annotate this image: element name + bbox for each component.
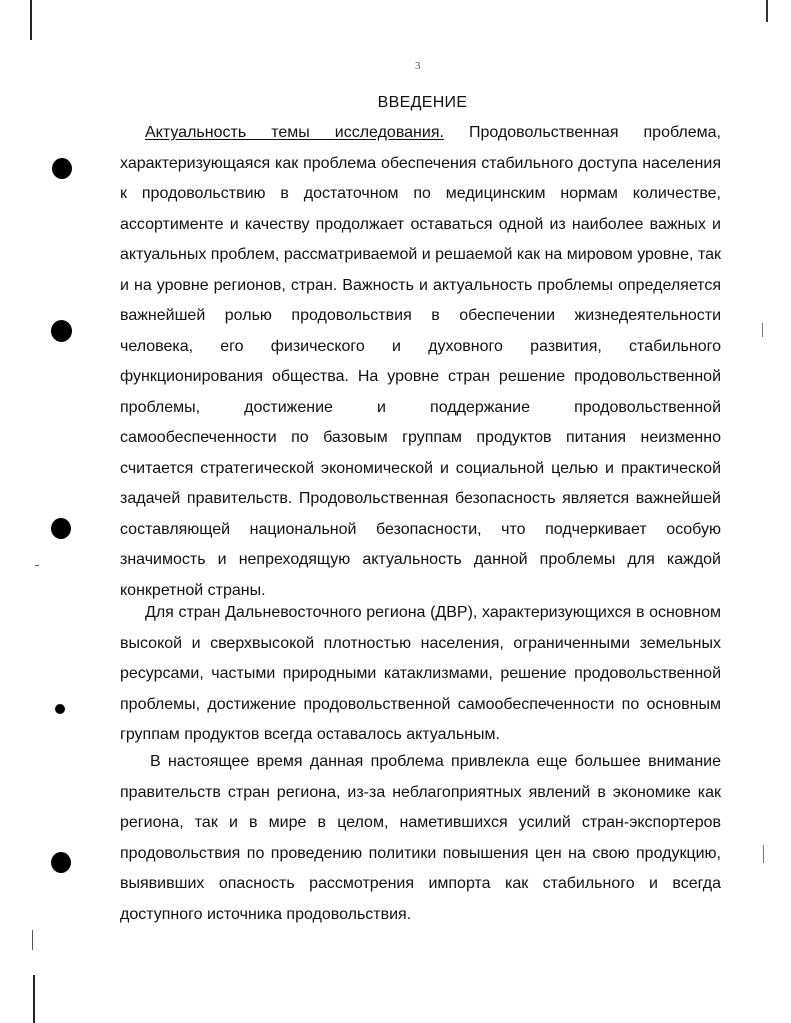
paragraph-text: В настоящее время данная проблема привлекла еще большее внимание правительств стран региона, из-за неблагоприятных явлений в экономике как региона, так и в мире в целом, наметившихся усилий стран-экспортеров продовольствия по проведению политики повышения цен на свою продукцию, выявивших опасность рассмотрения импорта как стабильного и всегда доступного источника продовольствия. <box>120 753 721 923</box>
scan-edge-mark <box>766 0 768 22</box>
page-title: ВВЕДЕНИЕ <box>377 94 468 111</box>
paragraph-relevance <box>120 118 721 606</box>
punch-hole <box>55 704 65 714</box>
scan-edge-mark <box>35 565 39 566</box>
paragraph-text: Для стран Дальневосточного региона (ДВР), характеризующихся в основном высокой и сверхвысокой плотностью населения, ограниченными земельных ресурсами, частыми природными катаклизмами, решение продовольственной проблемы, достижение продовольственной самообеспеченности по основным группам продуктов всегда оставалось актуальным. <box>120 604 721 743</box>
punch-hole <box>51 518 71 539</box>
paragraph-far-east <box>120 598 721 751</box>
page-number: 3 <box>415 60 421 72</box>
section-heading: Актуальность темы исследования. <box>145 124 444 141</box>
punch-hole <box>51 852 71 873</box>
scan-edge-mark <box>763 845 764 863</box>
scan-edge-mark <box>32 930 33 950</box>
scan-edge-mark <box>30 0 32 40</box>
punch-hole <box>52 158 72 179</box>
punch-hole <box>51 320 72 342</box>
scan-edge-mark <box>762 323 763 337</box>
scan-edge-mark <box>33 975 35 1023</box>
paragraph-text: Продовольственная проблема, характеризующаяся как проблема обеспечения стабильного доступа населения к продовольствию в достаточном по медицинским нормам количестве, ассортименте и качеству продолжает оставаться одной из наиболее важных и актуальных проблем, рассматриваемой и решаемой как на мировом уровне, так и на уровне регионов, стран. Важность и актуальность проблемы определяется важнейшей ролью продовольствия в обеспечении жизнедеятельности человека, его физического и духовного развития, стабильного функционирования общества. На уровне стран решение продовольственной проблемы, достижение и поддержание продовольственной самообеспеченности по базовым группам продуктов питания неизменно считается стратегической экономической и социальной целью и практической задачей правительств. Продовольственная безопасность является важнейшей составляющей национальной безопасности, что подчеркивает особую значимость и непреходящую актуальность данной проблемы для каждой конкретной страны. <box>120 124 721 599</box>
paragraph-current-time <box>120 747 721 930</box>
